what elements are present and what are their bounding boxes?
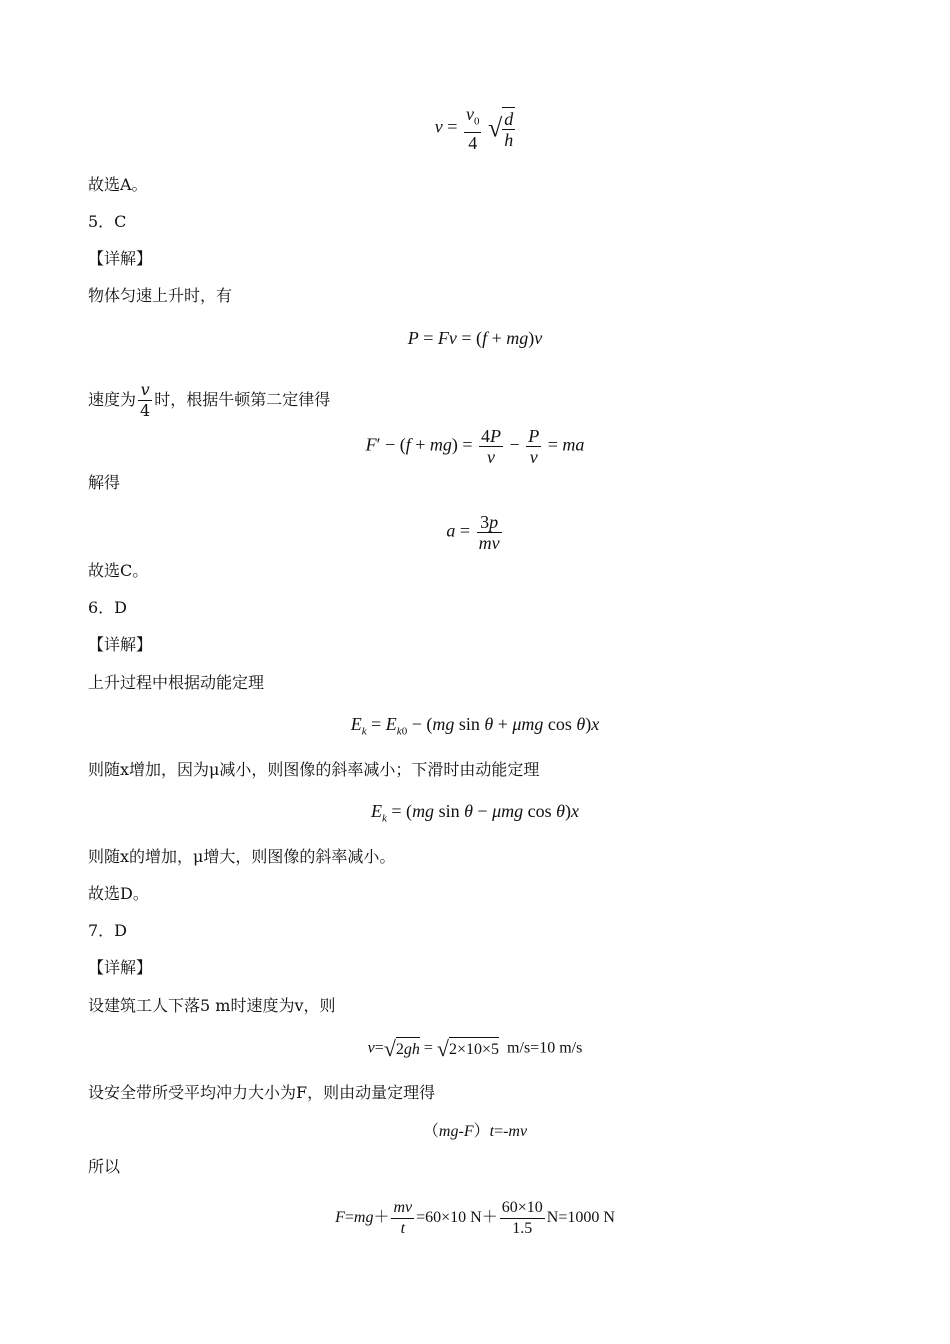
equation-free-fall: v=√2gh = √2×10×5 m/s=10 m/s — [367, 1036, 583, 1061]
explanation-text: 则随x增加，因为μ减小，则图像的斜率减小；下滑时由动能定理 — [88, 760, 540, 779]
answer-heading: 7．D — [88, 921, 128, 940]
explanation-text: 设安全带所受平均冲力大小为F，则由动量定理得 — [88, 1083, 436, 1102]
answer-heading: 5．C — [88, 212, 127, 231]
equation-kinetic-up: $E_k = E_{k0} - (mg$ sin θ + μmg cos θ)x — [350, 714, 600, 738]
equation-power: P = Fv = (f + mg)v — [407, 328, 543, 348]
explanation-text: 物体匀速上升时，有 — [88, 286, 233, 305]
detail-label: 【详解】 — [88, 958, 153, 977]
explanation-text: 上升过程中根据动能定理 — [88, 673, 265, 692]
fraction-v-over-4: $\frac{v}{4}$ — [140, 380, 151, 420]
equation-velocity: v = $\frac{v_0}{4}$ √ $\frac{d}{h}$ — [434, 104, 514, 153]
equation-force-result: F=mg＋ $\frac{mv}{t}$ =60×10 N＋ $\frac{60\times 10}{1.5}$ N=1000 N — [335, 1199, 615, 1237]
answer-heading: 6．D — [88, 598, 128, 617]
equation-kinetic-down: $E_k = (mg$ sin θ − μmg cos θ)x — [371, 801, 579, 825]
equation-acceleration: a = $\frac{3p}{mv}$ — [446, 512, 500, 553]
conclusion-text: 故选C。 — [88, 561, 149, 580]
solve-text: 解得 — [88, 473, 121, 492]
explanation-text: 则随x的增加，μ增大，则图像的斜率减小。 — [88, 847, 396, 866]
explanation-text — [88, 380, 330, 421]
detail-label: 【详解】 — [88, 249, 153, 268]
explanation-prefix: 速度为 — [88, 390, 137, 409]
conclusion-text: 故选D。 — [88, 884, 149, 903]
explanation-text: 设建筑工人下落5 m时速度为v，则 — [88, 996, 336, 1015]
equation-impulse: （mg-F）t=-mv — [422, 1123, 528, 1140]
detail-label: 【详解】 — [88, 635, 153, 654]
explanation-suffix: 时，根据牛顿第二定律得 — [154, 390, 331, 409]
equation-newton: F′ − (f + mg) = $\frac{4P}{v}$ − $\frac{P}{v}$ = ma — [365, 426, 585, 467]
conclusion-text: 故选A。 — [88, 175, 148, 194]
explanation-text: 所以 — [88, 1157, 121, 1176]
